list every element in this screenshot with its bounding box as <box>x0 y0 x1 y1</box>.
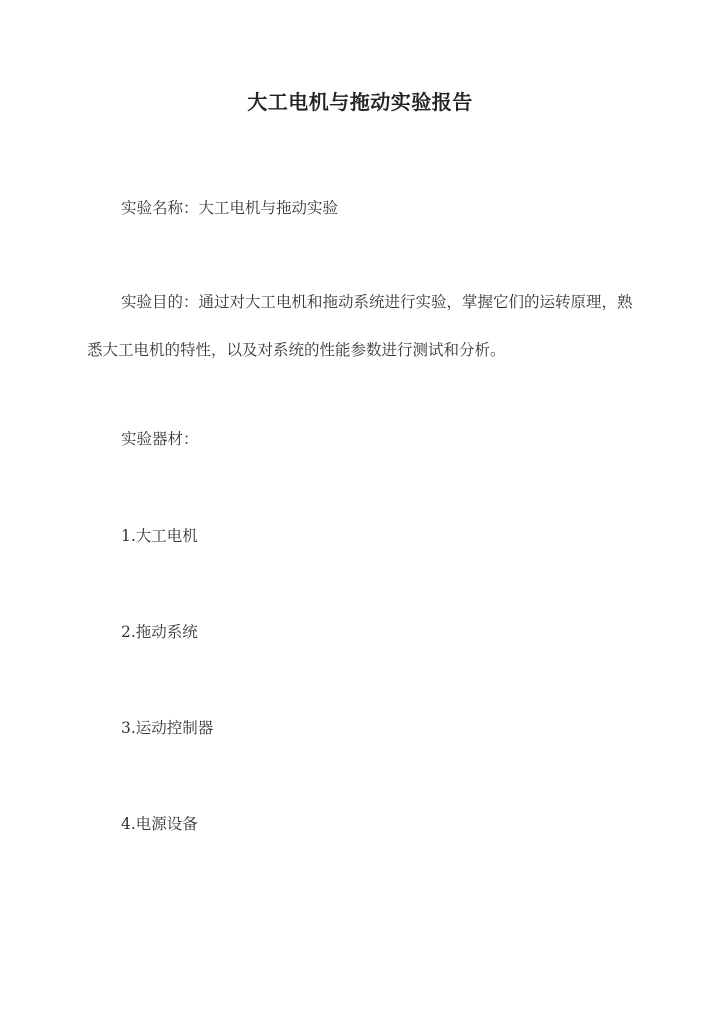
equipment-item: 3.运动控制器 <box>121 719 214 737</box>
document-title: 大工电机与拖动实验报告 <box>247 90 473 114</box>
experiment-name-paragraph: 实验名称：大工电机与拖动实验 <box>121 199 339 217</box>
experiment-purpose-paragraph: 实验目的：通过对大工电机和拖动系统进行实验，掌握它们的运转原理，熟悉大工电机的特性，以及对系统的性能参数进行测试和分析。 <box>87 293 633 359</box>
equipment-item: 2.拖动系统 <box>121 623 198 641</box>
equipment-heading: 实验器材： <box>121 430 199 448</box>
equipment-item: 1.大工电机 <box>121 527 198 545</box>
equipment-item: 4.电源设备 <box>121 815 198 833</box>
